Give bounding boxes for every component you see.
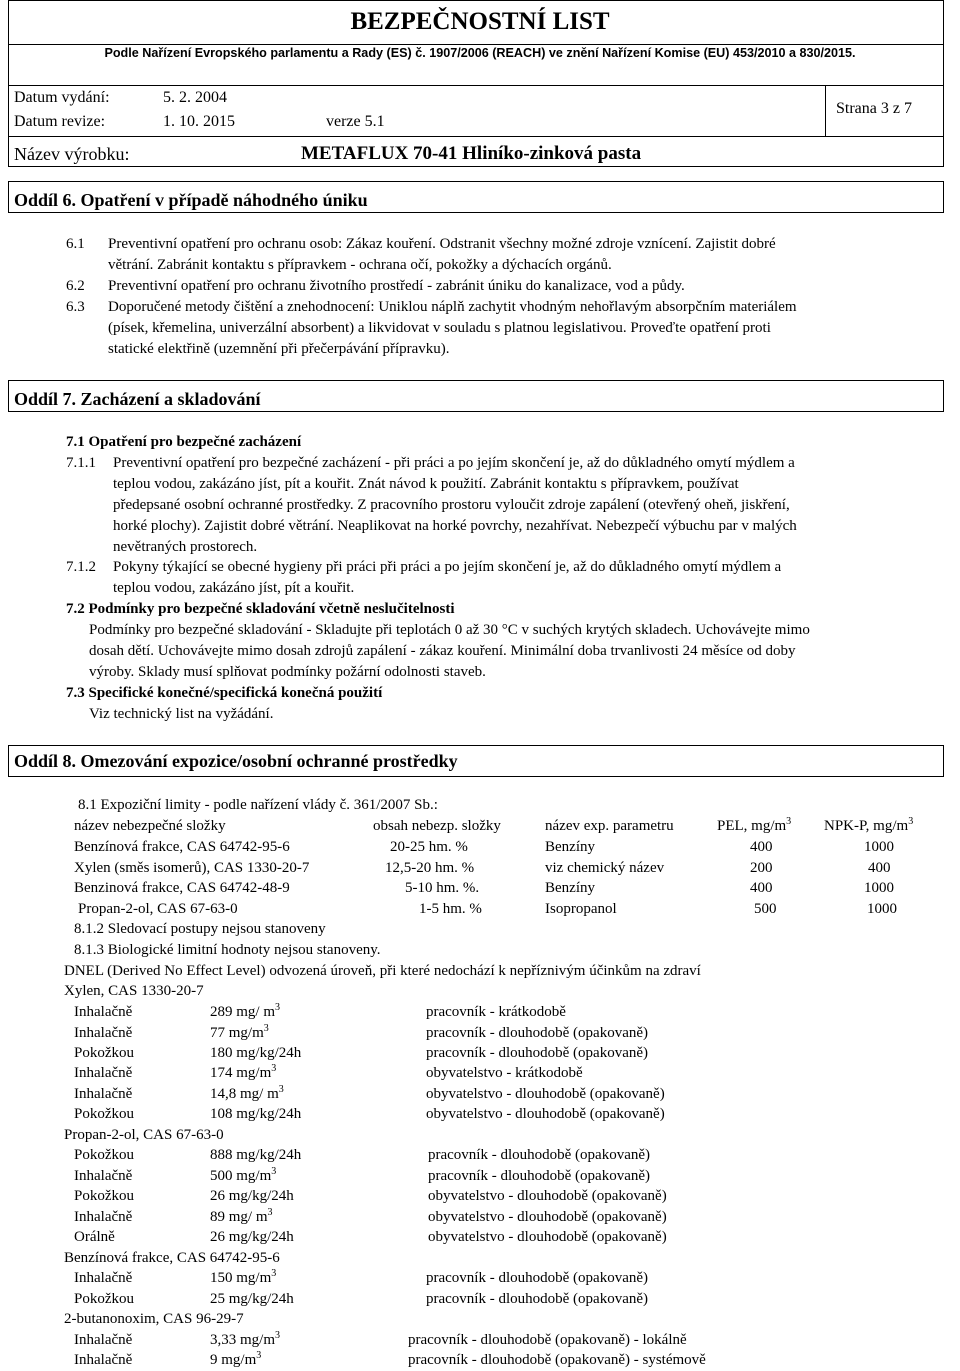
item-number: 6.3 <box>66 299 85 315</box>
dnel-route: Inhalačně <box>74 1270 133 1286</box>
dnel-route: Inhalačně <box>74 1004 133 1020</box>
issue-date-value: 5. 2. 2004 <box>163 89 227 106</box>
paragraph-line: statické elektřině (uzemnění při přečerpávání přípravku). <box>108 341 450 357</box>
substance-name: Propan-2-ol, CAS 67-63-0 <box>64 1127 224 1143</box>
subsection-heading: 7.2 Podmínky pro bezpečné skladování včetně neslučitelnosti <box>66 601 455 617</box>
dnel-target: obyvatelstvo - dlouhodobě (opakovaně) <box>426 1106 665 1122</box>
table-header-cell: název exp. parametru <box>545 818 674 834</box>
table-cell: 1000 <box>864 839 894 855</box>
item-number: 6.1 <box>66 236 85 252</box>
paragraph-line: Doporučené metody čištění a znehodnocení: Uniklou náplň zachytit vhodným nehořlavým absorpčním materiálem <box>108 299 797 315</box>
table-header-cell: NPK-P, $mg/m^3$ <box>824 816 914 834</box>
paragraph-line: Viz technický list na vyžádání. <box>89 706 274 722</box>
table-cell: 1-5 hm. % <box>419 901 482 917</box>
section-6-title: Oddíl 6. Opatření v případě náhodného úniku <box>14 190 368 210</box>
dnel-route: Pokožkou <box>74 1188 134 1204</box>
dnel-route: Inhalačně <box>74 1065 133 1081</box>
dnel-target: pracovník - dlouhodobě (opakovaně) <box>428 1168 651 1184</box>
subsection-heading: 8.1 Expoziční limity - podle nařízení vlády č. 361/2007 Sb.: <box>78 797 438 813</box>
paragraph-line: Preventivní opatření pro ochranu osob: Zákaz kouření. Odstranit všechny možné zdroje vznícení. Zajistit dobré <box>108 236 776 252</box>
dnel-route: Pokožkou <box>74 1045 134 1061</box>
dnel-target: pracovník - dlouhodobě (opakovaně) <box>426 1045 649 1061</box>
dnel-value: 180 mg/kg/24h <box>210 1045 302 1061</box>
dnel-target: pracovník - krátkodobě <box>426 1004 566 1020</box>
table-cell: Isopropanol <box>545 901 617 917</box>
dnel-route: Inhalačně <box>74 1168 133 1184</box>
dnel-value: 26 mg/kg/24h <box>210 1229 294 1245</box>
paragraph-line: 8.1.2 Sledovací postupy nejsou stanoveny <box>74 921 326 937</box>
table-cell: 20-25 hm. % <box>390 839 468 855</box>
paragraph-line: DNEL (Derived No Effect Level) odvozená úroveň, při které nedochází k nepříznivým účinkům na zdraví <box>64 963 701 979</box>
revision-date-value: 1. 10. 2015 <box>163 113 235 130</box>
revision-date-label: Datum revize: <box>14 113 106 130</box>
dnel-target: obyvatelstvo - krátkodobě <box>426 1065 583 1081</box>
substance-name: Xylen, CAS 1330-20-7 <box>64 983 204 999</box>
dnel-target: pracovník - dlouhodobě (opakovaně) <box>426 1270 649 1286</box>
paragraph-line: horké plochy). Zajistit dobré větrání. Neaplikovat na horké povrchy, nezahřívat. Nebezpečí výbuchu par v malých <box>113 518 797 534</box>
dnel-value: 289 mg/ $m^3$ <box>210 1002 281 1020</box>
dnel-target: pracovník - dlouhodobě (opakovaně) - systémově <box>408 1352 706 1368</box>
paragraph-line: Preventivní opatření pro bezpečné zacházení - při práci a po jejím skončení je, až do důkladného omytí mýdlem a <box>113 455 795 471</box>
paragraph-line: (písek, křemelina, univerzální absorbent) a likvidovat v souladu s platnou legislativou. Proveďte opatření proti <box>108 320 771 336</box>
section-7-title: Oddíl 7. Zacházení a skladování <box>14 389 261 409</box>
table-cell: Benzíny <box>545 880 595 896</box>
table-cell: Propan-2-ol, CAS 67-63-0 <box>78 901 238 917</box>
table-cell: 200 <box>750 860 773 876</box>
dnel-target: pracovník - dlouhodobě (opakovaně) <box>428 1147 651 1163</box>
dnel-route: Pokožkou <box>74 1291 134 1307</box>
dnel-target: pracovník - dlouhodobě (opakovaně) - lokálně <box>408 1332 687 1348</box>
document-subtitle: Podle Nařízení Evropského parlamentu a Rady (ES) č. 1907/2006 (REACH) ve znění Nařízení Komise (EU) 453/2010 a 830/2015. <box>104 46 856 60</box>
dnel-value: 89 mg/ $m^3$ <box>210 1207 273 1225</box>
paragraph-line: dosah dětí. Uchovávejte mimo dosah zdrojů zapálení - zákaz kouření. Minimální doba trvanlivosti 24 měsíce od doby <box>89 643 796 659</box>
dnel-value: 3,33 $mg/m^3$ <box>210 1330 281 1348</box>
dnel-value: 14,8 mg/ $m^3$ <box>210 1084 284 1102</box>
version-label: verze 5.1 <box>326 113 385 130</box>
paragraph-line: předepsané osobní ochranné prostředky. Z pracovního prostoru vyloučit zdroje zapálení (otevřený oheň, jiskření, <box>113 497 790 513</box>
dnel-value: 9 $mg/m^3$ <box>210 1350 262 1368</box>
paragraph-line: větrání. Zabránit kontaktu s přípravkem - ochrana očí, pokožky a dýchacích orgánů. <box>108 257 612 273</box>
table-cell: 400 <box>750 880 773 896</box>
dnel-route: Pokožkou <box>74 1106 134 1122</box>
paragraph-line: výroby. Sklady musí splňovat podmínky požární odolnosti staveb. <box>89 664 486 680</box>
dnel-value: 150 $mg/m^3$ <box>210 1268 277 1286</box>
substance-name: 2-butanonoxim, CAS 96-29-7 <box>64 1311 244 1327</box>
dnel-route: Inhalačně <box>74 1025 133 1041</box>
paragraph-line: nevětraných prostorech. <box>113 539 258 555</box>
dnel-target: obyvatelstvo - dlouhodobě (opakovaně) <box>428 1209 667 1225</box>
item-number: 7.1.1 <box>66 455 96 471</box>
product-name: METAFLUX 70-41 Hliníko-zinková pasta <box>301 143 642 164</box>
table-cell: 5-10 hm. %. <box>405 880 480 896</box>
dnel-route: Inhalačně <box>74 1332 133 1348</box>
table-cell: 12,5-20 hm. % <box>385 860 475 876</box>
item-number: 6.2 <box>66 278 85 294</box>
paragraph-line: 8.1.3 Biologické limitní hodnoty nejsou stanoveny. <box>74 942 381 958</box>
dnel-target: pracovník - dlouhodobě (opakovaně) <box>426 1025 649 1041</box>
dnel-target: obyvatelstvo - dlouhodobě (opakovaně) <box>428 1229 667 1245</box>
table-header-cell: obsah nebezp. složky <box>373 818 501 834</box>
dnel-target: obyvatelstvo - dlouhodobě (opakovaně) <box>426 1086 665 1102</box>
table-cell: 500 <box>754 901 777 917</box>
paragraph-line: Pokyny týkající se obecné hygieny při práci při práci a po jejím skončení je, až do důkladného omytí mýdlem a <box>113 559 782 575</box>
dnel-target: obyvatelstvo - dlouhodobě (opakovaně) <box>428 1188 667 1204</box>
table-header-cell: název nebezpečné složky <box>74 818 226 834</box>
paragraph-line: teplou vodou, zakázáno jíst, pít a kouřit. <box>113 580 355 596</box>
dnel-route: Inhalačně <box>74 1209 133 1225</box>
item-number: 7.1.2 <box>66 559 96 575</box>
dnel-value: 174 $mg/m^3$ <box>210 1063 277 1081</box>
dnel-route: Inhalačně <box>74 1352 133 1368</box>
dnel-value: 108 mg/kg/24h <box>210 1106 302 1122</box>
dnel-route: Orálně <box>74 1229 115 1245</box>
paragraph-line: Preventivní opatření pro ochranu životního prostředí - zabránit úniku do kanalizace, vod a půdy. <box>108 278 685 294</box>
section-8-title: Oddíl 8. Omezování expozice/osobní ochranné prostředky <box>14 751 458 771</box>
dnel-target: pracovník - dlouhodobě (opakovaně) <box>426 1291 649 1307</box>
table-cell: Benzinová frakce, CAS 64742-48-9 <box>74 880 290 896</box>
table-cell: Benzíny <box>545 839 595 855</box>
subsection-heading: 7.1 Opatření pro bezpečné zacházení <box>66 434 302 450</box>
dnel-value: 888 mg/kg/24h <box>210 1147 302 1163</box>
table-cell: 1000 <box>864 880 894 896</box>
table-cell: viz chemický název <box>545 860 665 876</box>
table-cell: Xylen (směs isomerů), CAS 1330-20-7 <box>74 860 310 876</box>
table-cell: 400 <box>750 839 773 855</box>
subsection-heading: 7.3 Specifické konečné/specifická konečná použití <box>66 685 383 701</box>
dnel-route: Inhalačně <box>74 1086 133 1102</box>
dnel-value: 26 mg/kg/24h <box>210 1188 294 1204</box>
product-label: Název výrobku: <box>14 144 130 164</box>
paragraph-line: teplou vodou, zakázáno jíst, pít a kouřit. Znát návod k použití. Zabránit kontaktu s přípravkem, používat <box>113 476 739 492</box>
dnel-value: 25 mg/kg/24h <box>210 1291 294 1307</box>
table-cell: 1000 <box>867 901 897 917</box>
document-title: BEZPEČNOSTNÍ LIST <box>350 8 610 35</box>
page-number: Strana 3 z 7 <box>836 100 912 117</box>
substance-name: Benzínová frakce, CAS 64742-95-6 <box>64 1250 280 1266</box>
table-cell: 400 <box>868 860 891 876</box>
dnel-route: Pokožkou <box>74 1147 134 1163</box>
paragraph-line: Podmínky pro bezpečné skladování - Skladujte při teplotách 0 až 30 °C v suchých krytých skladech. Uchovávejte mimo <box>89 622 810 638</box>
dnel-value: 77 $mg/m^3$ <box>210 1023 269 1041</box>
table-cell: Benzínová frakce, CAS 64742-95-6 <box>74 839 290 855</box>
dnel-value: 500 $mg/m^3$ <box>210 1166 277 1184</box>
issue-date-label: Datum vydání: <box>14 89 110 106</box>
table-header-cell: PEL, $mg/m^3$ <box>717 816 792 834</box>
